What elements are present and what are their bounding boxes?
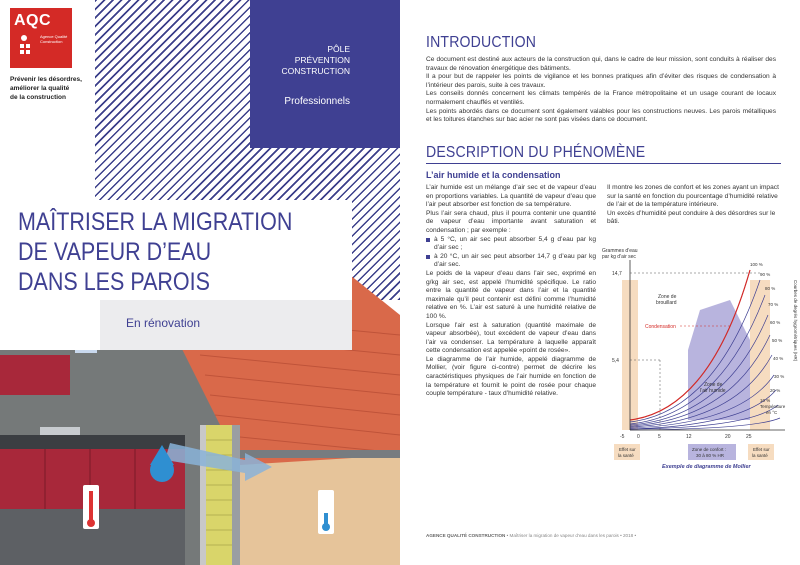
y-axis-label: par kg d’air sec [602, 254, 636, 260]
intro-paragraph: Ce document est destiné aux acteurs de la construction qui, dans le cadre de leur mission, sont conduits à réaliser des travaux de rénovation énergétique des bâtiments. [426, 56, 776, 72]
cover-subtitle: En rénovation [126, 316, 201, 330]
rh-label: 50 % [772, 338, 783, 343]
x-tick: -5 [620, 434, 625, 440]
text-page [400, 0, 800, 565]
intro-text [426, 56, 776, 125]
comfort-zone [688, 300, 750, 420]
rh-label: 20 % [770, 388, 781, 393]
logo-mark-icon [18, 32, 38, 62]
rh-axis-label: Courbes de degrés hygrométriques (HR) [793, 280, 798, 362]
comfort-text: 30 à 80 % HR [696, 453, 725, 458]
paragraph: Le diagramme de l’air humide, appelé diagramme de Mollier, (voir figure ci-contre) permet de décrire les caractéristiques physiques de l’air humide en fonction de la température et fournit le point de rosée pour chaque couple température - taux d’humidité relative. [426, 355, 596, 398]
footer-bold: AGENCE QUALITÉ CONSTRUCTION [426, 533, 506, 538]
section-divider [426, 163, 781, 164]
rh-label: 60 % [770, 320, 781, 325]
x-tick: 25 [746, 434, 752, 440]
figure-caption: Exemple de diagramme de Mollier [662, 464, 751, 470]
pole-line: CONSTRUCTION [281, 66, 350, 76]
rh-label: 40 % [773, 356, 784, 361]
aqc-logo [10, 8, 72, 68]
description-title: DESCRIPTION DU PHÉNOMÈNE [426, 144, 646, 161]
bullet-text: à 20 °C, un air sec peut absorber 14,7 g d’eau par kg d’air sec. [434, 252, 596, 269]
rh-label: 90 % [760, 272, 771, 277]
paragraph: Lorsque l’air est à saturation (quantité maximale de vapeur absorbée), tout excédent de vapeur d’eau dans l’air va condenser. La température à laquelle apparaît cette condensation est appelée «point de rosée». [426, 321, 596, 355]
sante-right-text: la santé [752, 453, 768, 458]
y-tick: 5,4 [612, 358, 619, 364]
cover-title-line: MAÎTRISER LA MIGRATION [18, 208, 293, 236]
title-band [0, 200, 352, 350]
bullet-item [426, 253, 596, 270]
intro-paragraph: Les points abordés dans ce document sont également valables pour les constructions neuves. Les parois métalliques et les toitures étanches sur bac acier ne sont pas visées dans ce document. [426, 107, 776, 124]
x-tick: 12 [686, 434, 692, 440]
condensation-label: Condensation [645, 324, 676, 330]
rh-label: 70 % [768, 302, 779, 307]
page-footer [426, 533, 636, 538]
right-column [607, 184, 779, 227]
logo-text: AQC [14, 12, 52, 29]
bullet-square-icon [426, 255, 430, 259]
bullet-text: à 5 °C, un air sec peut absorber 5,4 g d’eau par kg d’air sec ; [434, 235, 596, 252]
x-axis-label: en °C [766, 410, 778, 415]
intro-paragraph: Les conseils donnés concernent les climats tempérés de la France métropolitaine et un usage courant de locaux normalement chauffés et ventilés. [426, 90, 776, 106]
sub-heading: L’air humide et la condensation [426, 170, 561, 180]
tagline-line: de la construction [10, 94, 66, 101]
pole-box [250, 0, 400, 148]
mollier-diagram [600, 240, 800, 470]
logo-subtitle: Agence Qualité Construction [40, 34, 68, 44]
footer-rest: • Maîtriser la migration de vapeur d’eau dans les parois • 2018 • [505, 533, 637, 538]
zone-brouillard-label: brouillard [656, 300, 677, 306]
subtitle-box [100, 300, 352, 350]
x-tick: 0 [637, 434, 640, 440]
x-tick: 20 [725, 434, 731, 440]
comfort-text: Zone de confort : [692, 447, 727, 452]
cover-title [18, 207, 353, 297]
paragraph: Plus l’air sera chaud, plus il pourra contenir une quantité de vapeur d’eau importante avant saturation et condensation ; par exemple : [426, 209, 596, 234]
rh-label: 100 % [750, 262, 763, 267]
tagline-line: améliorer la qualité [10, 85, 70, 92]
cover-title-line: DE VAPEUR D’EAU [18, 238, 212, 266]
paragraph: Le poids de la vapeur d’eau dans l’air sec, exprimé en g/kg air sec, est appelé l’humidité spécifique. Le ratio entre la quantité de vapeur dans l’air et la quantité maximale qu’il peut contenir est défini comme l’humidité relative en %. L’air est saturé à une humidité relative de 100 %. [426, 269, 596, 320]
x-axis-label: Température [760, 404, 786, 409]
pole-sub: Professionnels [284, 96, 350, 107]
sante-left-text: la santé [618, 453, 634, 458]
tagline-line: Prévenir les désordres, [10, 76, 82, 83]
zone-air-humide-label: Zone de [704, 382, 723, 388]
paragraph: Un excès d’humidité peut conduire à des désordres sur le bâti. [607, 209, 776, 226]
intro-title: INTRODUCTION [426, 34, 537, 51]
zone-air-humide-label: l’air humide [700, 388, 726, 394]
pole-line: PRÉVENTION [294, 55, 350, 65]
y-axis-label: Grammes d’eau [602, 248, 638, 254]
paragraph: Il montre les zones de confort et les zones ayant un impact sur la santé en fonction du pourcentage d’humidité relative de l’air et de la température intérieure. [607, 184, 779, 209]
left-column [426, 184, 596, 399]
intro-paragraph: Il a pour but de rappeler les points de vigilance et les bonnes pratiques afin d’éviter des risques de condensation à l’intérieur des parois, suite à ces travaux. [426, 73, 776, 89]
bullet-square-icon [426, 238, 430, 242]
rh-label: 30 % [774, 374, 785, 379]
tagline [10, 75, 100, 102]
sante-left-text: Effet sur [619, 447, 636, 452]
y-tick: 14,7 [612, 271, 622, 277]
zone-brouillard-label: Zone de [658, 294, 677, 300]
sante-right-text: Effet sur [753, 447, 770, 452]
bullet-item [426, 236, 596, 253]
pole-line: PÔLE [327, 44, 350, 54]
pole-label [282, 44, 350, 77]
rh-label: 80 % [765, 286, 776, 291]
paragraph: L’air humide est un mélange d’air sec et de vapeur d’eau en proportions variables. La quantité de vapeur d’eau que l’air peut absorber est fonction de sa température. [426, 184, 596, 209]
x-tick: 5 [658, 434, 661, 440]
rh-label: 10 % [760, 398, 771, 403]
cover-title-line: DANS LES PAROIS [18, 268, 210, 296]
